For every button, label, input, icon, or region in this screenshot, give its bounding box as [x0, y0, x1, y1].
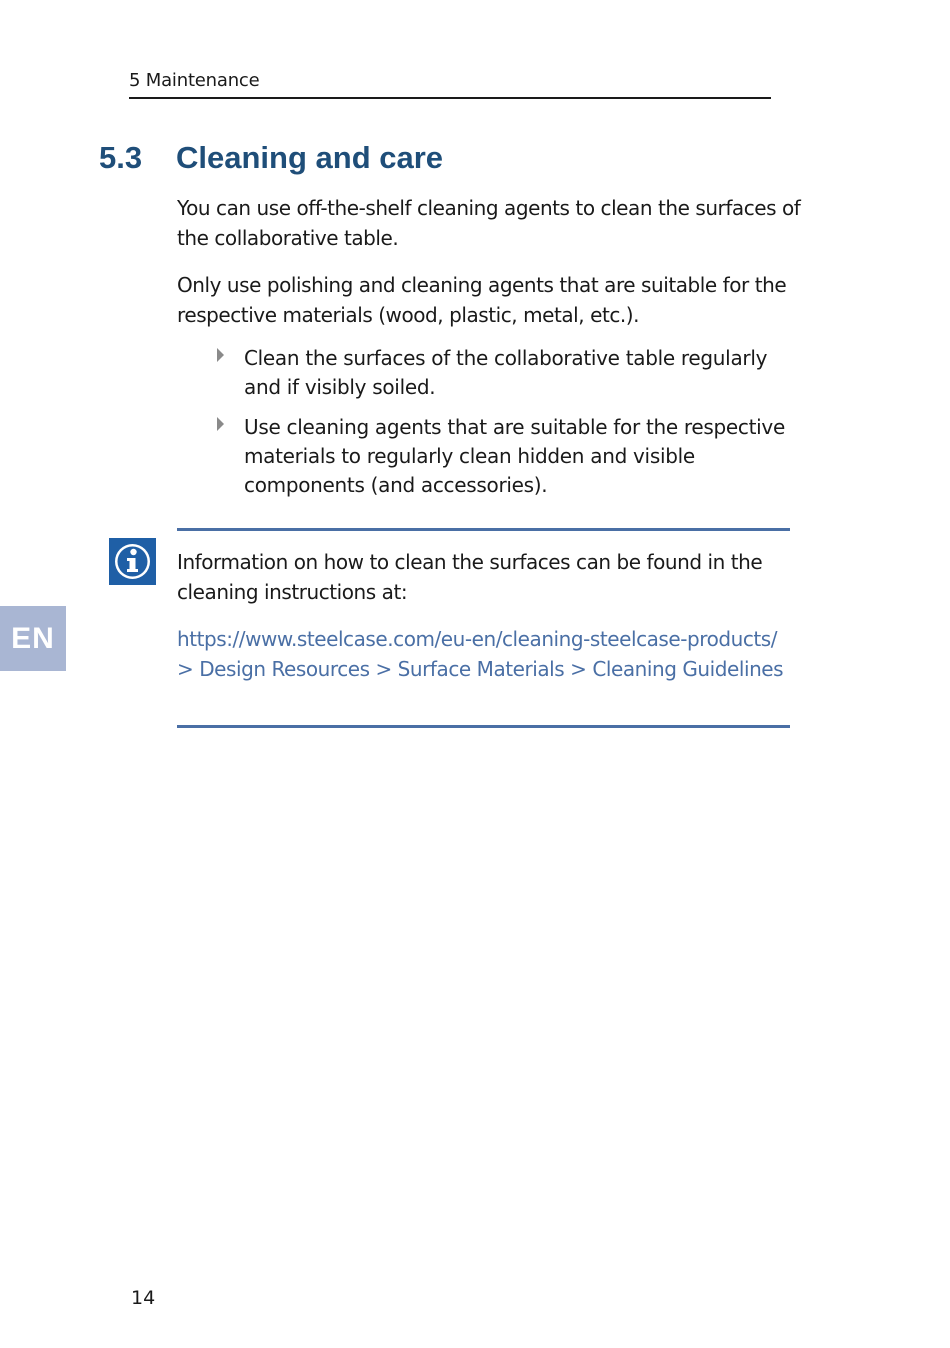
- list-item: [214, 344, 794, 402]
- list-item-text: Use cleaning agents that are suitable for the respective materials to regularly clean hidden and visible components (and accessories).: [244, 415, 785, 497]
- section-title: [99, 138, 443, 178]
- instruction-list: [214, 344, 794, 511]
- info-box-bottom-rule: [177, 725, 790, 728]
- list-item: [214, 413, 794, 500]
- info-text: Information on how to clean the surfaces can be found in the cleaning instructions at:: [177, 550, 763, 604]
- triangle-bullet-icon: [217, 348, 224, 362]
- section-title-text: Cleaning and care: [176, 140, 444, 175]
- running-header: 5 Maintenance: [129, 70, 771, 99]
- paragraph-agents: Only use polishing and cleaning agents that are suitable for the respective materials (wood, plastic, metal, etc.).: [177, 273, 787, 327]
- triangle-bullet-icon: [217, 417, 224, 431]
- info-icon: [109, 538, 156, 585]
- section-number: 5.3: [99, 140, 143, 175]
- language-tab: EN: [0, 606, 66, 671]
- list-item-text: Clean the surfaces of the collaborative table regularly and if visibly soiled.: [244, 346, 768, 399]
- cleaning-guidelines-link[interactable]: https://www.steelcase.com/eu-en/cleaning-steelcase-products/ > Design Resources > Surface Materials > Cleaning Guidelines: [177, 627, 784, 681]
- page-number: 14: [131, 1287, 156, 1309]
- paragraph-intro: You can use off-the-shelf cleaning agents to clean the surfaces of the collaborative table.: [177, 196, 801, 250]
- info-box-top-rule: [177, 528, 790, 531]
